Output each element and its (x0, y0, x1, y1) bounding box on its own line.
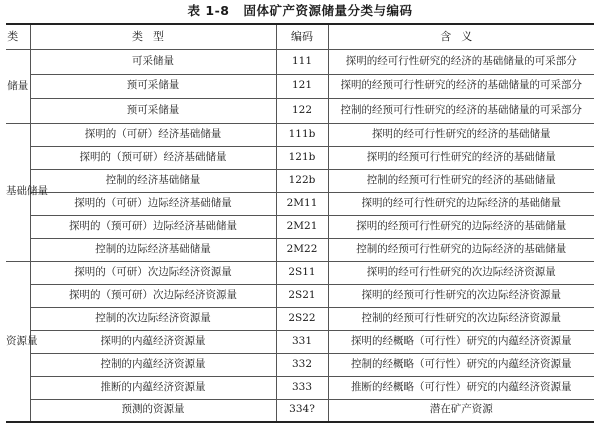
code-cell: 111b (276, 123, 328, 146)
header-row (6, 24, 594, 50)
classification-table (6, 23, 594, 423)
code-cell: 333 (276, 376, 328, 399)
type-cell: 控制的次边际经济资源量 (30, 307, 276, 330)
code-cell: 2M22 (276, 238, 328, 261)
code-cell: 121 (276, 74, 328, 99)
table-row (6, 99, 594, 124)
code-cell: 2S21 (276, 284, 328, 307)
code-cell: 122 (276, 99, 328, 124)
header-type: 类型 (30, 24, 276, 50)
meaning-cell: 控制的经预可行性研究的经济的基础储量的可采部分 (328, 99, 594, 124)
category-cell: 基础储量 (6, 123, 30, 261)
meaning-cell: 探明的经可行性研究的经济的基础储量的可采部分 (328, 50, 594, 75)
table-row (6, 192, 594, 215)
type-cell: 预测的资源量 (30, 399, 276, 422)
table-row (6, 353, 594, 376)
meaning-cell: 探明的经预可行性研究的经济的基础储量 (328, 146, 594, 169)
code-cell: 121b (276, 146, 328, 169)
table-row (6, 261, 594, 284)
table-row (6, 123, 594, 146)
header-meaning: 含义 (328, 24, 594, 50)
meaning-cell: 探明的经预可行性研究的边际经济的基础储量 (328, 215, 594, 238)
table-row (6, 74, 594, 99)
table-row (6, 284, 594, 307)
type-cell: 控制的经济基础储量 (30, 169, 276, 192)
meaning-cell: 控制的经概略（可行性）研究的内蕴经济资源量 (328, 353, 594, 376)
table-row (6, 399, 594, 422)
type-cell: 探明的（可研）边际经济基础储量 (30, 192, 276, 215)
code-cell: 332 (276, 353, 328, 376)
table-row (6, 307, 594, 330)
table-row (6, 146, 594, 169)
table-row (6, 215, 594, 238)
category-cell: 资源量 (6, 261, 30, 422)
meaning-cell: 探明的经概略（可行性）研究的内蕴经济资源量 (328, 330, 594, 353)
type-cell: 预可采储量 (30, 99, 276, 124)
header-code: 编码 (276, 24, 328, 50)
code-cell: 122b (276, 169, 328, 192)
type-cell: 控制的边际经济基础储量 (30, 238, 276, 261)
table-row (6, 50, 594, 75)
table-title-text: 固体矿产资源储量分类与编码 (243, 3, 413, 18)
table-number: 表 1-8 (187, 3, 230, 18)
type-cell: 探明的（预可研）次边际经济资源量 (30, 284, 276, 307)
code-cell: 2M11 (276, 192, 328, 215)
table-row (6, 376, 594, 399)
type-cell: 探明的（可研）次边际经济资源量 (30, 261, 276, 284)
category-cell: 储量 (6, 50, 30, 124)
meaning-cell: 潜在矿产资源 (328, 399, 594, 422)
code-cell: 111 (276, 50, 328, 75)
table-title (0, 0, 600, 22)
table-body (6, 50, 594, 423)
code-cell: 2S11 (276, 261, 328, 284)
meaning-cell: 控制的经预可行性研究的经济的基础储量 (328, 169, 594, 192)
header-category: 类 (6, 24, 30, 50)
meaning-cell: 探明的经预可行性研究的经济的基础储量的可采部分 (328, 74, 594, 99)
code-cell: 2S22 (276, 307, 328, 330)
type-cell: 探明的（预可研）边际经济基础储量 (30, 215, 276, 238)
code-cell: 2M21 (276, 215, 328, 238)
meaning-cell: 探明的经可行性研究的边际经济的基础储量 (328, 192, 594, 215)
type-cell: 可采储量 (30, 50, 276, 75)
meaning-cell: 推断的经概略（可行性）研究的内蕴经济资源量 (328, 376, 594, 399)
meaning-cell: 探明的经可行性研究的次边际经济资源量 (328, 261, 594, 284)
type-cell: 探明的（预可研）经济基础储量 (30, 146, 276, 169)
meaning-cell: 探明的经预可行性研究的次边际经济资源量 (328, 284, 594, 307)
type-cell: 控制的内蕴经济资源量 (30, 353, 276, 376)
table-row (6, 330, 594, 353)
type-cell: 探明的内蕴经济资源量 (30, 330, 276, 353)
type-cell: 探明的（可研）经济基础储量 (30, 123, 276, 146)
meaning-cell: 探明的经可行性研究的经济的基础储量 (328, 123, 594, 146)
meaning-cell: 控制的经预可行性研究的边际经济的基础储量 (328, 238, 594, 261)
code-cell: 331 (276, 330, 328, 353)
type-cell: 预可采储量 (30, 74, 276, 99)
table-row (6, 238, 594, 261)
code-cell: 334? (276, 399, 328, 422)
meaning-cell: 控制的经预可行性研究的次边际经济资源量 (328, 307, 594, 330)
table-row (6, 169, 594, 192)
type-cell: 推断的内蕴经济资源量 (30, 376, 276, 399)
